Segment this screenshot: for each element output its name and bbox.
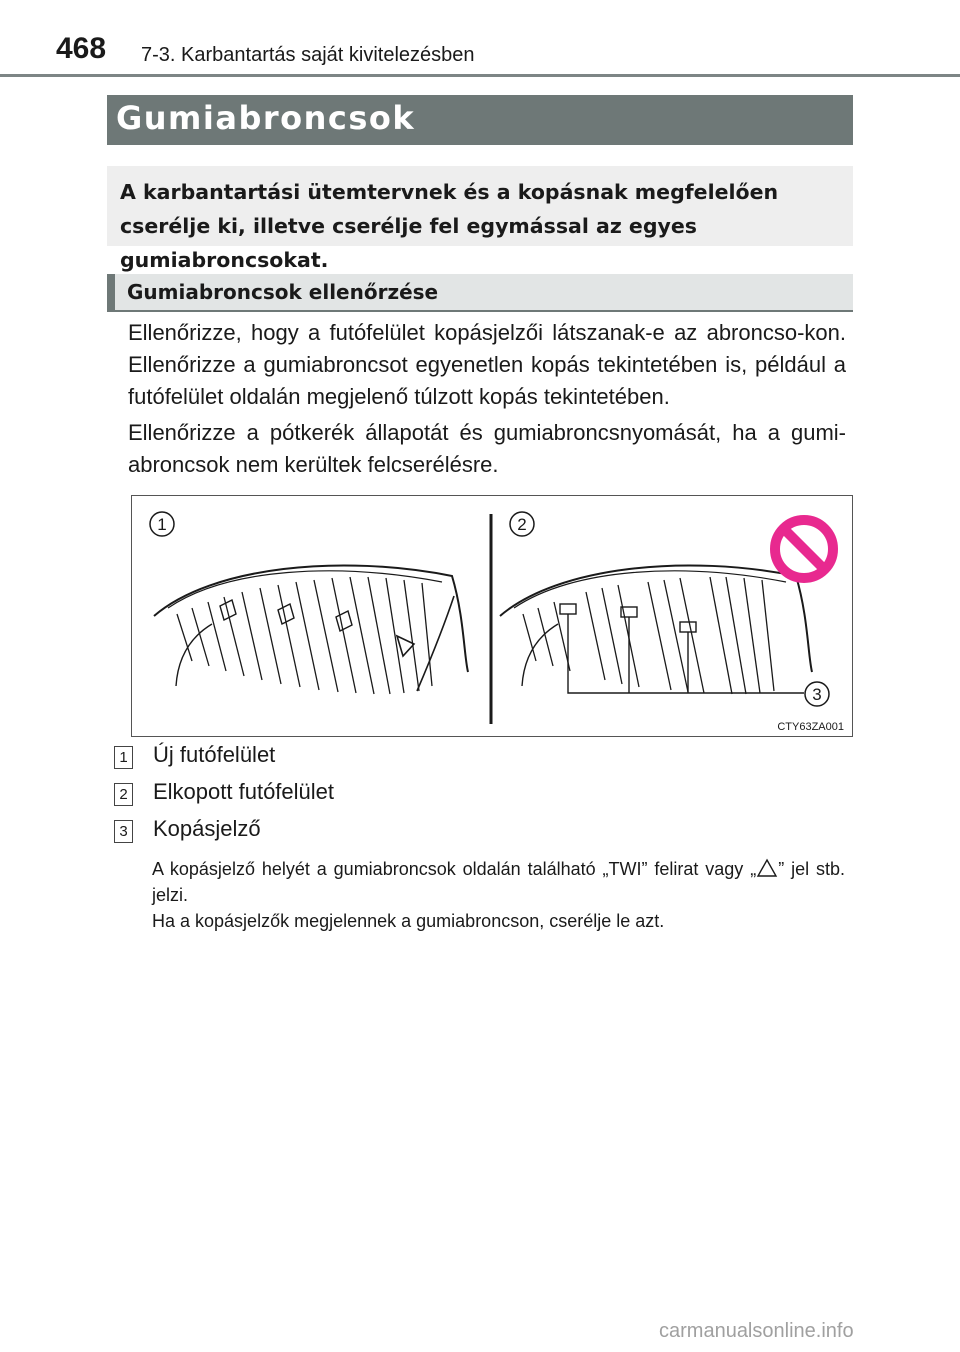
tire-illustration [131,495,853,737]
callout-2 [510,512,534,536]
summary-text: A karbantartási ütemtervnek és a kopásnak megfelelően cserélje ki, illetve cserélje fel egymással az egyes gumiabroncsokat. [120,180,779,272]
legend-number: 2 [114,783,133,806]
summary-box [107,166,853,272]
subsection-edge [107,274,115,312]
page-number: 468 [56,32,107,65]
chapter-title: 7-3. Karbantartás saját kivitelezésben [141,44,475,66]
page-header [0,0,960,80]
subsection-title: Gumiabroncsok ellenőrzése [127,280,439,304]
tire-diagram [132,496,852,736]
callout-2-label: 2 [517,515,527,534]
legend-number: 3 [114,820,133,843]
subsection-header [107,274,853,312]
triangle-icon [756,858,778,878]
callout-1-label: 1 [157,515,167,534]
subsection-rule [115,310,853,312]
legend-label: Kopásjelző [153,816,261,841]
section-title: Gumiabroncsok [116,99,416,137]
new-tire-drawing [154,565,468,694]
figure-code: CTY63ZA001 [777,721,844,733]
note-wear-indicator-location [152,856,845,908]
note-text-a: A kopásjelző helyét a gumiabroncsok oldalán található „TWI” felirat vagy „ [152,859,757,879]
legend-number: 1 [114,746,133,769]
section-title-bar [107,95,853,145]
note-text-b: ” jel stb. jelzi. [152,859,845,905]
legend-label: Elkopott futófelület [153,779,335,804]
callout-3-label: 3 [812,685,822,704]
paragraph-spare-check: Ellenőrizze a pótkerék állapotát és gumiabroncsnyomását, ha a gumi-abroncsok nem kerültek felcserélésre. [128,420,846,477]
callout-1 [150,512,174,536]
paragraph-tread-check: Ellenőrizze, hogy a futófelület kopásjelzői látszanak-e az abroncso-kon. Ellenőrizze a gumiabroncsot egyenetlen kopás tekintetében is, például a futófelület oldalán megjelenő túlzott kopás tekintetében. [128,320,846,409]
worn-tire-drawing [500,565,812,694]
note-replace-tire: Ha a kopásjelzők megjelennek a gumiabroncson, cserélje le azt. [152,911,665,931]
prohibition-icon [775,520,833,578]
header-rule [0,74,960,77]
callout-3 [805,682,829,706]
watermark: carmanualsonline.info [659,1320,854,1342]
legend-label: Új futófelület [153,742,276,767]
